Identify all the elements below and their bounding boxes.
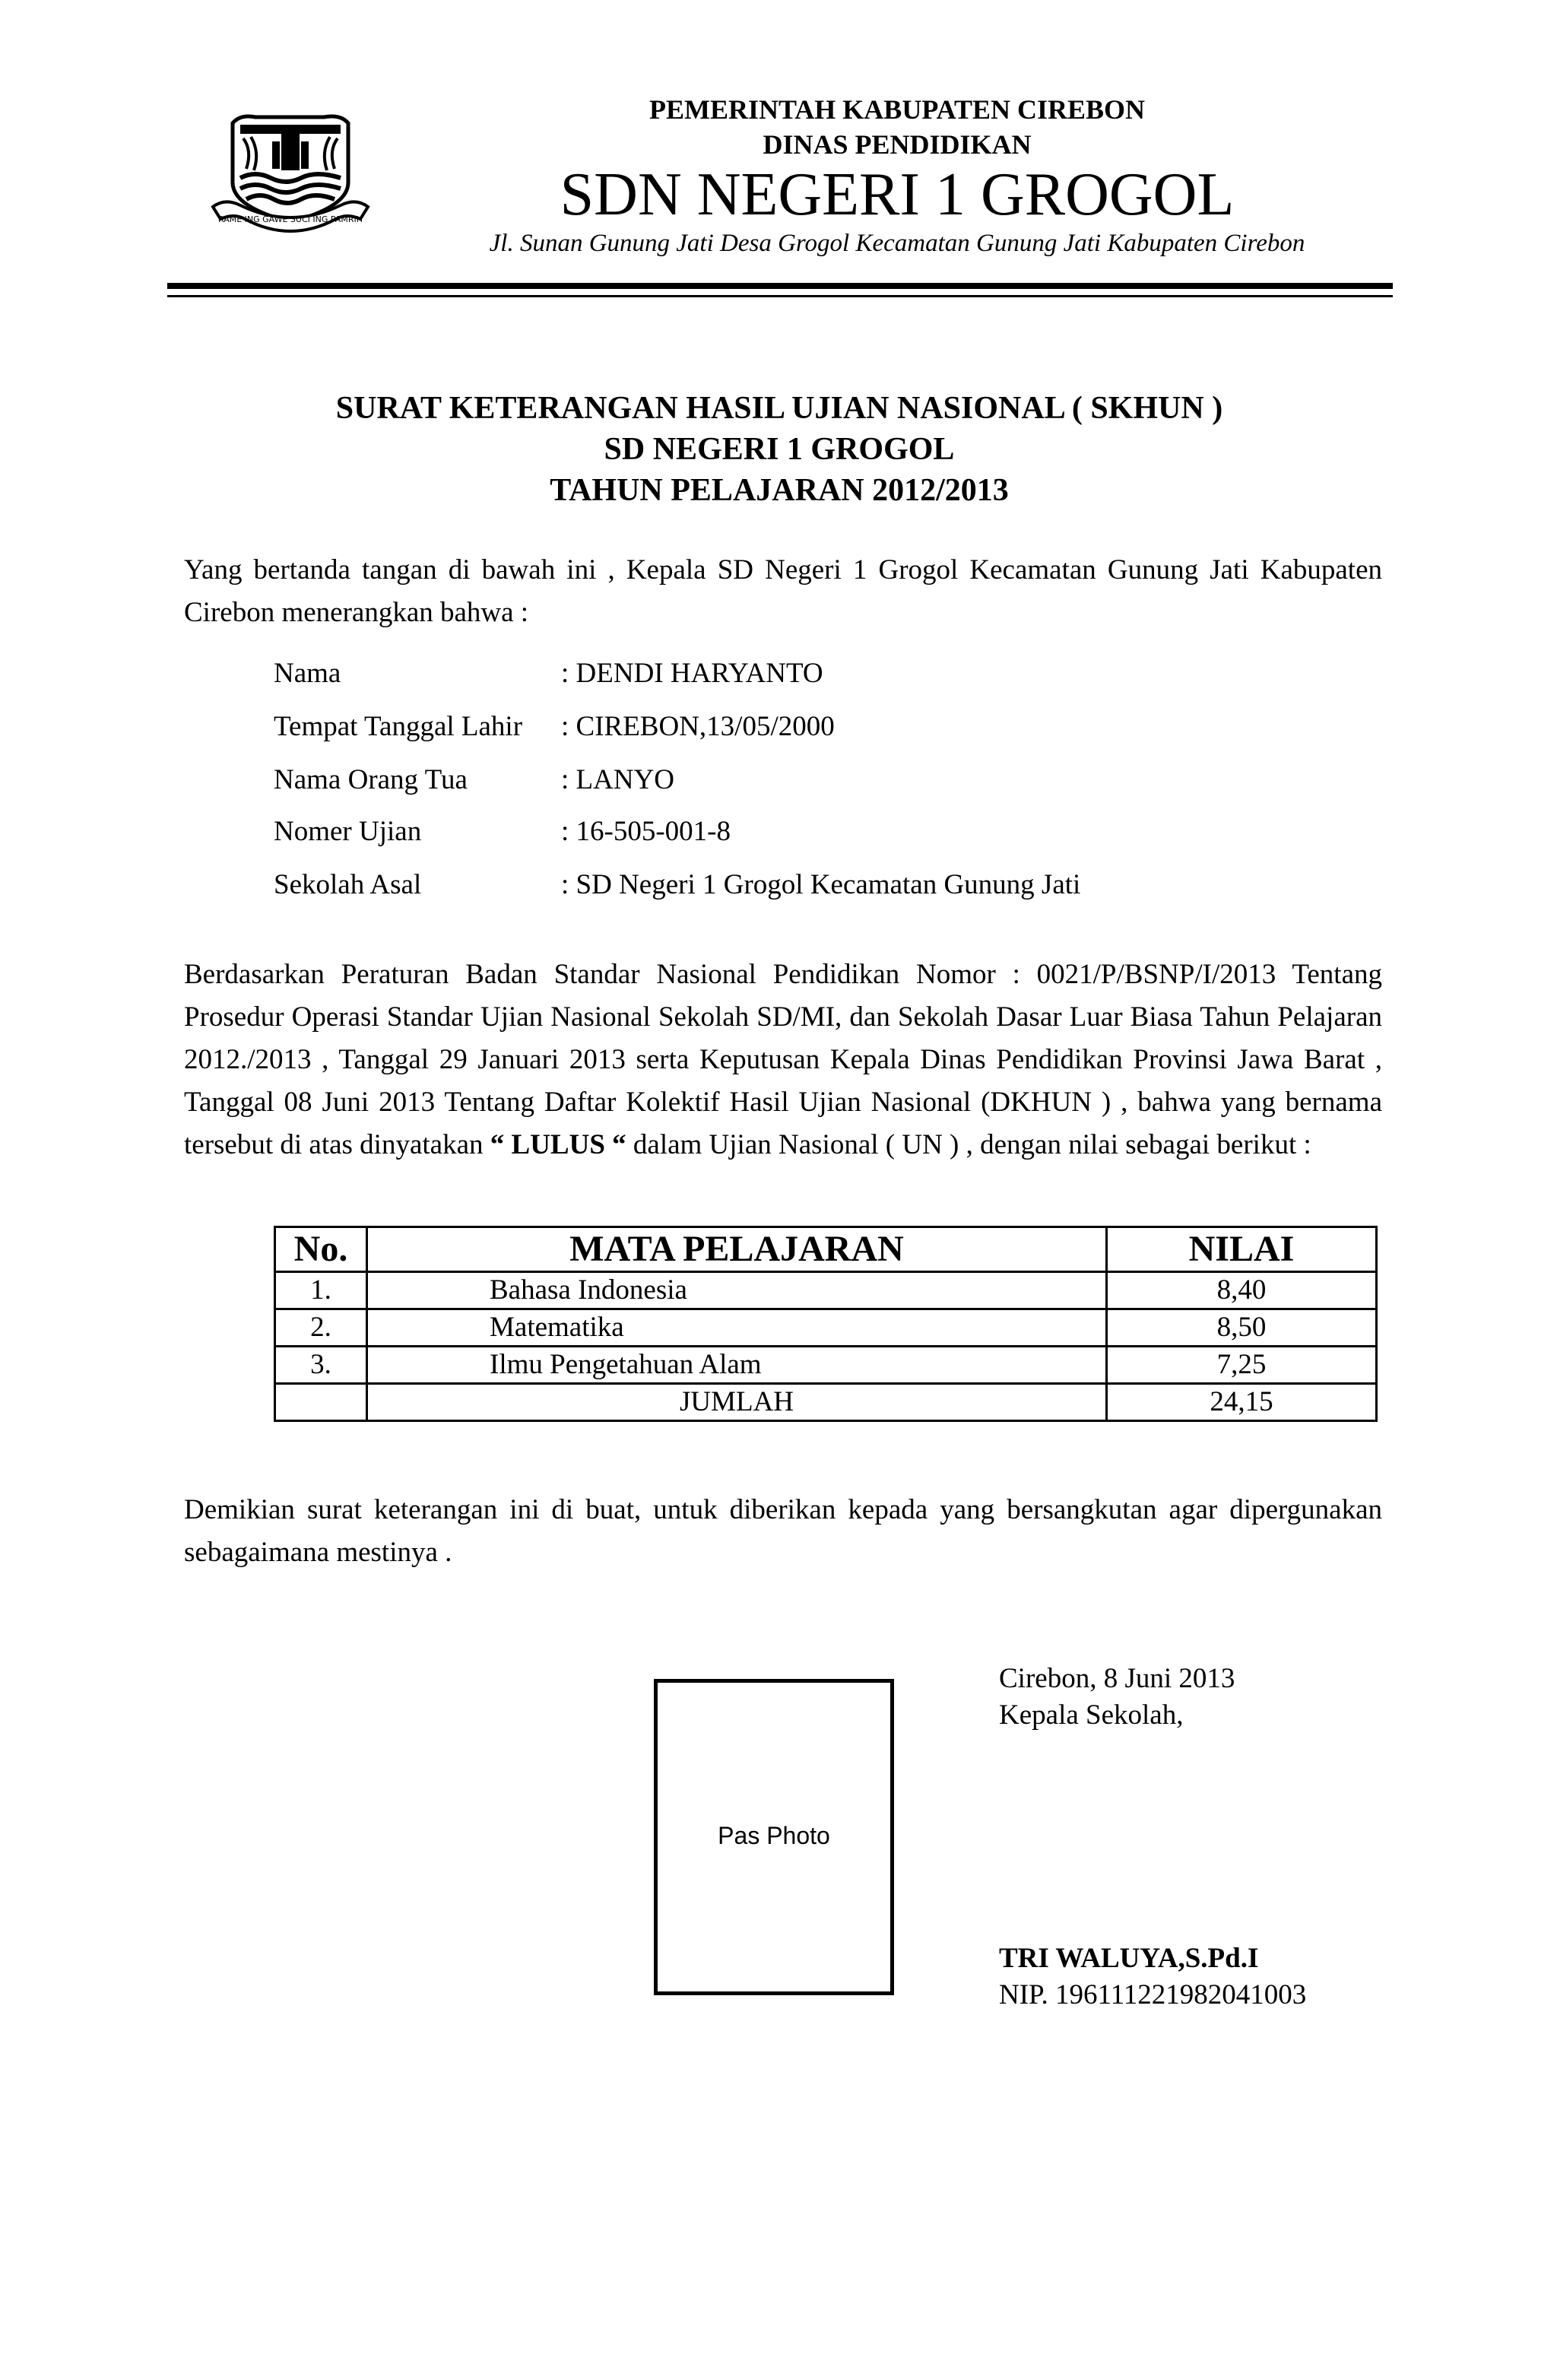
row-no: 1. (275, 1272, 367, 1309)
field-label-name: Nama (274, 658, 341, 689)
field-label-exam-number: Nomer Ujian (274, 816, 422, 847)
intro-paragraph: Yang bertanda tangan di bawah ini , Kepala SD Negeri 1 Grogol Kecamatan Gunung Jati Kabupaten Cirebon menerangkan bahwa : (184, 554, 1382, 628)
basis-text-start: Berdasarkan Peraturan Badan Standar Nasional Pendidikan Nomor : 0021/P/BSNP/I/2013 Tentang Prosedur Operasi Standar Ujian Nasional Sekolah SD/MI, dan Sekolah Dasar Luar Biasa Tahun Pelajaran 2012./2013 , Tanggal 29 Januari 2013 serta Keputusan Kepala Dinas Pendidikan Provinsi Jawa Barat , Tanggal 08 Juni 2013 Tentang Daftar Kolektif Hasil Ujian Nasional (DKHUN ) , bahwa yang bernama tersebut di atas dinyatakan (184, 959, 1382, 1160)
document-subtitle-school: SD NEGERI 1 GROGOL (604, 432, 955, 467)
field-value-parent: : LANYO (561, 764, 675, 795)
document-title: SURAT KETERANGAN HASIL UJIAN NASIONAL ( SKHUN ) (335, 391, 1223, 426)
total-score: 24,15 (1107, 1384, 1377, 1421)
document-subtitle-year: TAHUN PELAJARAN 2012/2013 (550, 473, 1009, 508)
total-no-cell (275, 1384, 367, 1421)
svg-text:RAME ING GAWE SUCI ING PAMRIH: RAME ING GAWE SUCI ING PAMRIH (218, 214, 363, 224)
row-no: 3. (275, 1347, 367, 1384)
row-score: 8,50 (1107, 1309, 1377, 1347)
photo-placeholder-label: Pas Photo (718, 1822, 830, 1849)
grades-table (274, 1226, 1378, 1422)
letterhead-divider-thin (167, 295, 1393, 297)
header-no: No. (275, 1227, 367, 1272)
signature-place-date: Cirebon, 8 Juni 2013 (999, 1663, 1235, 1694)
table-row (275, 1309, 1377, 1347)
cirebon-regency-emblem-icon (210, 108, 371, 240)
field-value-origin-school: : SD Negeri 1 Grogol Kecamatan Gunung Jati (561, 869, 1081, 900)
basis-paragraph (184, 954, 1382, 1166)
closing-paragraph: Demikian surat keterangan ini di buat, untuk diberikan kepada yang bersangkutan agar dipergunakan sebagaimana mestinya . (184, 1494, 1382, 1568)
field-label-origin-school: Sekolah Asal (274, 869, 422, 900)
letterhead-divider-thick (167, 283, 1393, 289)
row-subject: Matematika (367, 1309, 1107, 1347)
table-row (275, 1347, 1377, 1384)
row-score: 8,40 (1107, 1272, 1377, 1309)
header-score: NILAI (1107, 1227, 1377, 1272)
signatory-nip: NIP. 196111221982041003 (999, 1979, 1307, 2010)
row-subject: Bahasa Indonesia (367, 1272, 1107, 1309)
signatory-name: TRI WALUYA,S.Pd.I (999, 1943, 1259, 1974)
field-label-birth: Tempat Tanggal Lahir (274, 711, 523, 742)
total-label: JUMLAH (367, 1384, 1107, 1421)
header-subject: MATA PELAJARAN (367, 1227, 1107, 1272)
field-value-birth: : CIREBON,13/05/2000 (561, 711, 835, 742)
row-subject: Ilmu Pengetahuan Alam (367, 1347, 1107, 1384)
row-no: 2. (275, 1309, 367, 1347)
letterhead-government: PEMERINTAH KABUPATEN CIREBON (648, 94, 1146, 125)
letterhead-address: Jl. Sunan Gunung Jati Desa Grogol Kecamatan Gunung Jati Kabupaten Cirebon (489, 230, 1305, 257)
pass-status: “ LULUS “ (490, 1129, 626, 1160)
letterhead-school-name: SDN NEGERI 1 GROGOL (560, 161, 1235, 228)
row-score: 7,25 (1107, 1347, 1377, 1384)
table-row (275, 1272, 1377, 1309)
signature-role: Kepala Sekolah, (999, 1699, 1184, 1731)
field-value-name: : DENDI HARYANTO (561, 658, 823, 689)
field-label-parent: Nama Orang Tua (274, 764, 468, 795)
letterhead-department: DINAS PENDIDIKAN (763, 129, 1032, 160)
field-value-exam-number: : 16-505-001-8 (561, 816, 731, 847)
table-total-row (275, 1384, 1377, 1421)
basis-text-end: dalam Ujian Nasional ( UN ) , dengan nilai sebagai berikut : (626, 1129, 1311, 1160)
table-header-row (275, 1227, 1377, 1272)
